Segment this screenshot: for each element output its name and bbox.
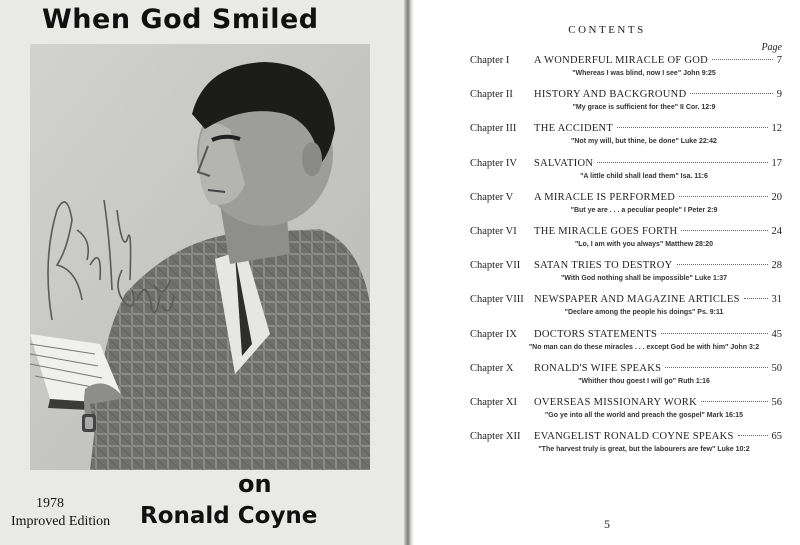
dot-leader [677,264,768,265]
publication-year: 1978 [36,496,64,511]
toc-line [470,329,782,341]
signature-ronald-coyne [32,170,182,340]
chapter-page: 50 [771,362,782,374]
chapter-title: THE MIRACLE GOES FORTH [534,225,678,237]
chapter-number: Chapter VIII [470,294,524,306]
toc-entry [470,192,782,226]
chapter-number: Chapter II [470,89,513,101]
chapter-scripture-quote: "Whereas I was blind, now I see" John 9:25 [572,70,716,77]
chapter-title: A WONDERFUL MIRACLE OF GOD [534,55,709,66]
chapter-scripture-quote: "Whither thou goest I will go" Ruth 1:16 [578,377,710,385]
chapter-number: Chapter X [470,362,514,374]
cover-title: When God Smiled [42,4,319,35]
toc-line [470,431,782,443]
toc-entry [470,123,782,157]
dot-leader [690,93,772,94]
toc-line [470,226,782,238]
cover-author: Ronald Coyne [140,503,318,529]
toc-line [470,123,782,135]
contents-heading: CONTENTS [568,24,646,36]
chapter-title: NEWSPAPER AND MAGAZINE ARTICLES [534,294,740,306]
chapter-number: Chapter I [470,55,510,66]
chapter-scripture-quote: "Go ye into all the world and preach the gospel" Mark 16:15 [544,411,744,419]
dot-leader [738,435,768,436]
chapter-title: THE ACCIDENT [534,123,614,135]
chapter-number: Chapter IX [470,328,517,340]
chapter-page: 65 [771,431,782,443]
toc-line [470,397,782,409]
chapter-page: 7 [776,55,782,66]
toc-entry [470,55,782,89]
chapter-scripture-quote: "My grace is sufficient for thee" II Cor. 12:9 [572,104,716,112]
dot-leader [679,196,767,197]
dot-leader [661,333,767,334]
dot-leader [617,127,767,128]
page-gutter [404,0,414,545]
chapter-title: EVANGELIST RONALD COYNE SPEAKS [534,431,734,443]
chapter-number: Chapter III [470,123,517,135]
chapter-scripture-quote: "The harvest truly is great, but the labourers are few" Luke 10:2 [538,446,750,454]
chapter-title: SATAN TRIES TO DESTROY [534,260,673,272]
toc-entry [470,226,782,260]
chapter-title: OVERSEAS MISSIONARY WORK [534,396,697,408]
chapter-number: Chapter V [470,191,514,203]
toc-entry [470,89,782,123]
chapter-page: 56 [771,396,782,408]
chapter-scripture-quote: "No man can do these miracles . . . except God be with him" John 3:2 [528,343,760,351]
chapter-title: RONALD'S WIFE SPEAKS [534,362,662,374]
cover-on-text: on [238,470,272,498]
toc-entry [470,329,782,363]
dot-leader [597,162,767,163]
chapter-scripture-quote: "A little child shall lead them" Isa. 11:6 [580,172,708,180]
chapter-number: Chapter VI [470,225,517,237]
page-number: 5 [604,517,610,531]
chapter-page: 31 [771,294,782,306]
toc-entry [470,294,782,328]
toc-line [470,89,782,101]
chapter-number: Chapter IV [470,157,517,169]
chapter-number: Chapter XI [470,396,517,408]
chapter-title: HISTORY AND BACKGROUND [534,89,687,101]
table-of-contents [470,55,782,465]
chapter-scripture-quote: "Lo, I am with you always" Matthew 28:20 [574,240,714,248]
chapter-scripture-quote: "But ye are . . . a peculiar people" I Peter 2:9 [570,206,718,214]
toc-entry [470,397,782,431]
chapter-title: DOCTORS STATEMENTS [534,328,658,340]
dot-leader [744,298,768,299]
chapter-page: 45 [771,328,782,340]
toc-entry [470,260,782,294]
contents-page [414,0,800,545]
dot-leader [681,230,767,231]
toc-line [470,158,782,170]
page-column-label: Page [761,42,782,53]
chapter-page: 28 [771,260,782,272]
chapter-title: A MIRACLE IS PERFORMED [534,191,676,203]
chapter-page: 24 [771,225,782,237]
chapter-page: 12 [771,123,782,135]
chapter-scripture-quote: "With God nothing shall be impossible" Luke 1:37 [560,275,728,283]
toc-line [470,294,782,306]
chapter-title: SALVATION [534,157,594,169]
toc-line [470,192,782,204]
chapter-scripture-quote: "Declare among the people his doings" Ps. 9:11 [564,309,724,317]
chapter-page: 17 [771,157,782,169]
dot-leader [701,401,768,402]
toc-line [470,55,782,67]
toc-entry [470,431,782,465]
toc-entry [470,158,782,192]
chapter-number: Chapter VII [470,260,521,272]
toc-entry [470,363,782,397]
chapter-number: Chapter XII [470,431,521,443]
dot-leader [712,59,773,60]
chapter-page: 20 [771,191,782,203]
chapter-scripture-quote: "Not my will, but thine, be done" Luke 22:42 [571,138,717,146]
chapter-page: 9 [776,89,782,101]
edition-label: Improved Edition [11,514,111,529]
dot-leader [665,367,767,368]
toc-line [470,363,782,375]
toc-line [470,260,782,272]
